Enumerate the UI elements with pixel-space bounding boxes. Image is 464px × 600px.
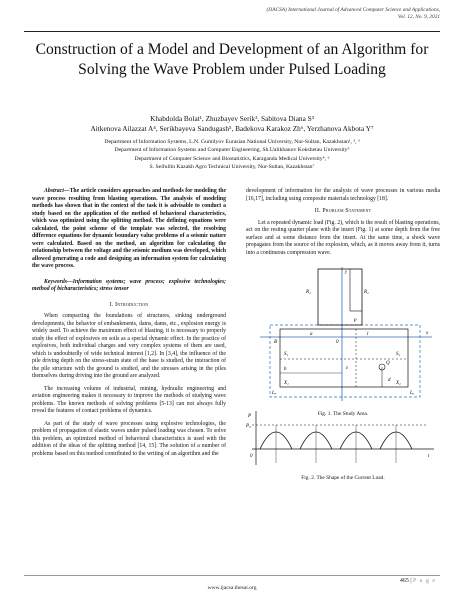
journal-volume: Vol. 12, No. 9, 2021	[397, 13, 440, 20]
section-heading-introduction: I. Introduction	[109, 301, 149, 308]
figure-1-caption: Fig. 1. The Study Area.	[317, 410, 369, 417]
keywords	[32, 279, 226, 294]
outer-region	[270, 325, 420, 397]
label-pressure: P	[248, 414, 252, 419]
author-list	[30, 114, 434, 134]
label-y: y	[345, 270, 348, 275]
insert-block	[318, 269, 362, 325]
intro-paragraph-1: When compacting the foundations of structures, sinking underground developments, the behavior of embankments, dams, dams, etc., explosion energy is widely used. To achieve the maximum effect of blasting, it is necessary to properly study the effect of explosives on soils as a special dynamic effect. In the practice of explosives, both individual charges and very complex systems of them are used, which is undoubtedly of wide technical interest [1,2]. In [3,4], the influence of the pile driving depth on the stress-strain state of the base is studied, the interaction of the pile structure with the ground is studied, and the stresses arising in the piles themselves during driving into the ground are analyzed.	[32, 313, 226, 379]
load-shape-diagram	[246, 409, 440, 469]
page-number	[400, 578, 436, 584]
label-p0: P₀	[246, 424, 251, 429]
label-r2: R₂	[364, 290, 369, 295]
footer-divider	[24, 575, 440, 576]
label-s2: S₂	[396, 352, 401, 357]
label-x1: X₁	[284, 381, 289, 386]
label-p: p	[354, 318, 357, 323]
figure-2-caption: Fig. 2. The Shape of the Current Load.	[301, 474, 385, 481]
label-s1: S₁	[284, 352, 289, 357]
author-line-2: Aitkenova Ailazzat A⁴, Serikbayeva Sandugash⁵, Badekova Karakoz Zh⁶, Yerzhanova Akbota Y⁷	[90, 124, 374, 133]
paper-title: Construction of a Model and Development of an Algorithm for Solving the Wave Problem under Pulsed Loading	[35, 41, 429, 78]
label-d: d	[388, 378, 391, 383]
journal-website-link[interactable]: www.ijacsa.thesai.org	[207, 585, 257, 591]
label-x: x	[426, 331, 429, 336]
label-ly: Lᵧ	[410, 391, 414, 396]
figure-study-area	[246, 263, 440, 417]
right-column	[246, 188, 440, 489]
journal-name: (IJACSA) International Journal of Advanced Computer Science and Applications,	[266, 7, 440, 13]
left-column	[32, 188, 226, 463]
label-h: h	[284, 367, 287, 372]
label-l: l	[367, 332, 369, 337]
abstract	[32, 188, 226, 271]
page-number-value: 465	[399, 578, 409, 584]
label-lx: Lₓ	[272, 391, 277, 396]
problem-paragraph-1: Let a repeated dynamic load (Fig. 2), which is the result of blasting operations, act on the resting quarter plane with the insert (Fig. 1) at some depth from the free surface and at some distance from the insert. At the same time, a shock wave propagates from the source of the explosion, which, as it moves away from it, turns into a continuous compression wave.	[246, 219, 440, 256]
label-time: t	[428, 454, 430, 459]
intro-paragraph-2: The increasing volume of industrial, mining, hydraulic engineering and aviation engineering makes it necessary to improve the methods of studying wave problems. The known methods of solving problems [5-13] can not always fully reveal the features of contact problems of dynamics.	[32, 385, 226, 414]
affiliation-4: S. Seifullin Kazakh Agro Technical University, Nur-Sultan, Kazakhstan⁷	[149, 164, 315, 171]
author-line-1: Khabdolda Bolat¹, Zhuzbayev Serik², Sabitova Diana S³	[150, 114, 314, 123]
affiliation-2: Department of Information Systems and Computer Engineering, Sh.Ualikhanov Kokshetau University⁵	[114, 147, 350, 154]
label-a: a	[310, 332, 313, 337]
label-x2: X₂	[396, 381, 401, 386]
affiliation-3: Department of Computer Science and Biostatistics, Karaganda Medical University⁴, ⁶	[134, 155, 330, 162]
label-q: Q	[386, 361, 390, 366]
affiliation-list	[30, 138, 434, 172]
abstract-label: Abstract—	[44, 188, 70, 194]
section-heading-problem-statement: II. Problem Statement	[314, 208, 372, 214]
journal-header	[140, 7, 440, 20]
label-b: B	[274, 340, 278, 345]
page-separator: |	[408, 578, 414, 584]
label-epsilon: ε	[346, 366, 348, 371]
figure-current-load	[246, 409, 440, 489]
intro-paragraph-3: As part of the study of wave processes using explosive technologies, the problem of propagation of elastic waves under pulsed loading was chosen. To solve this problem, an optimized method of behavioral characteristics is used with the addition of the ideas of the splitting method [14, 15]. The solution of a number of problems based on this method contributed to the writing of an algorithm and the	[32, 420, 226, 457]
label-zero: 0	[250, 454, 253, 459]
keywords-label: Keywords—	[44, 278, 73, 285]
label-r1: R₁	[306, 290, 311, 295]
affiliation-1: Department of Information Systems, L.N. Gumilyov Eurasian National University, Nur-Sultan, Kazakhstan¹, ², ³	[104, 139, 360, 145]
load-pulses	[260, 432, 412, 449]
study-area-diagram	[246, 263, 440, 405]
abstract-text: The article considers approaches and methods for modeling the wave process resulting from blasting operations. The analysis of modeling methods has shown that in the context of the task it is advisable to conduct a study based on the application of the method of behavioral characteristics, which was optimized using the splitting method. The defining equations were calculated, the point scheme of the template was selected, the resolving difference equations for dynamic boundary value problems of a seismic nature were calculated. Based on the method, an algorithm for calculating the relationship between the voltage and the seismic medium was developed, which allowed generating a code and designing an information system for calculating the wave process.	[32, 188, 226, 269]
intro-continued: development of information for the analysis of wave processes in various media [16,17], including using composite materials technology [18].	[246, 188, 440, 202]
header-divider	[24, 31, 440, 32]
page-word: P a g e	[413, 578, 436, 584]
label-origin: 0	[336, 340, 339, 345]
keywords-text: Information systems; wave process; explosive technologies; method of bicharacteristics; stress tensor	[32, 278, 226, 292]
